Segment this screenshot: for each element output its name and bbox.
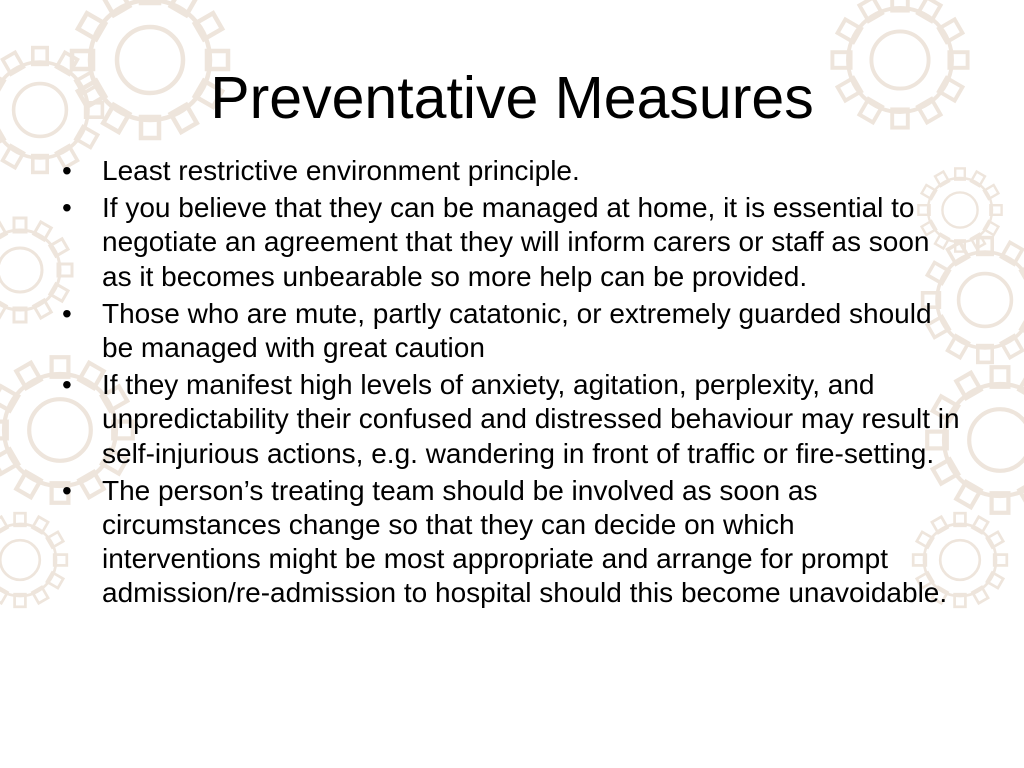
bullet-text: Least restrictive environment principle.: [102, 155, 580, 186]
bullet-text: If they manifest high levels of anxiety, agitation, perplexity, and unpredictability their confused and distressed behaviour may result in self-injurious actions, e.g. wandering in front of traffic or fire-setting.: [102, 369, 960, 469]
bullet-icon: •: [62, 474, 72, 506]
bullet-text: Those who are mute, partly catatonic, or extremely guarded should be managed with great caution: [102, 297, 932, 364]
list-item: [60, 297, 960, 365]
bullet-icon: •: [62, 369, 72, 401]
bullet-text: The person’s treating team should be involved as soon as circumstances change so that they can decide on which interventions might be most appropriate and arrange for prompt admission/re-admission to hospital should this become unavoidable.: [102, 474, 948, 609]
list-item: [60, 191, 960, 294]
bullet-text: If you believe that they can be managed at home, it is essential to negotiate an agreement that they will inform carers or staff as soon as it becomes unbearable so more help can be provided.: [102, 192, 930, 292]
bullet-icon: •: [62, 155, 72, 186]
list-item: [60, 154, 960, 188]
slide-title: Preventative Measures: [210, 65, 814, 131]
gear-shape: [0, 513, 67, 607]
bullet-icon: •: [62, 192, 72, 224]
bullet-icon: •: [62, 297, 72, 329]
list-item: [60, 474, 960, 611]
list-item: [60, 368, 960, 471]
bullet-list: [60, 154, 960, 614]
